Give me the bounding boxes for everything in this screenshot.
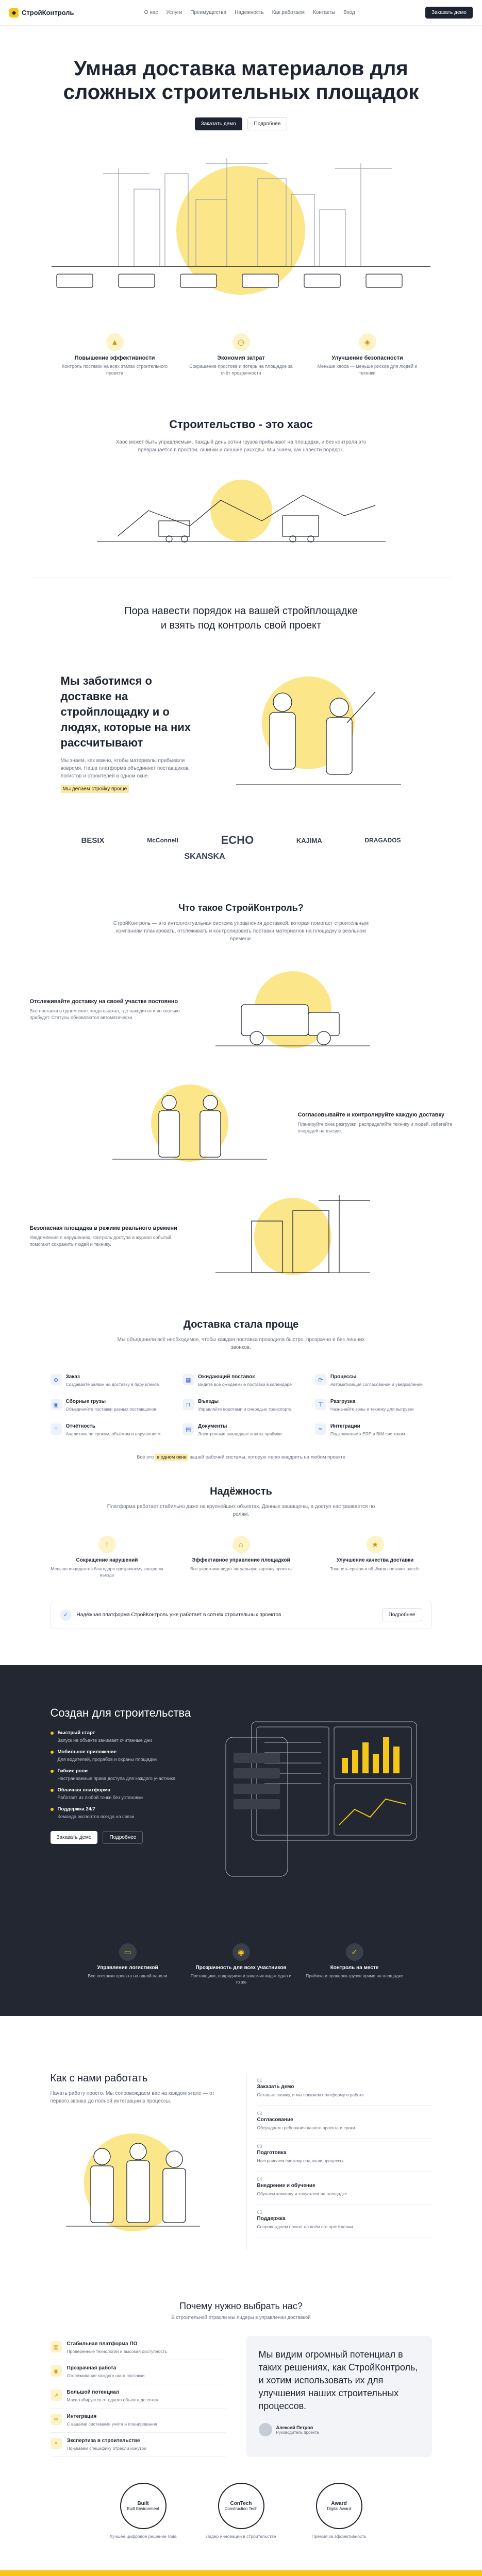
steps-list xyxy=(246,2073,432,2249)
feature-item xyxy=(187,333,295,377)
feature-desc: Контроль поставок на всех этапах строительного проекта xyxy=(61,364,168,376)
how-text: Начать работу просто. Мы сопровождаем вас на каждом этапе — от первого звонка до полной интеграции в процессы. xyxy=(50,2091,215,2104)
reliability-text: Платформа работает стабильно даже на крупнейших объектах. Данные защищены, а доступ настраивается по ролям. xyxy=(107,1504,375,1517)
why-item: ▥ Стабильная платформа ПО Проверенные технологии и высокая доступность xyxy=(51,2336,226,2360)
feature-item xyxy=(61,333,169,377)
service-desc: Видите все ожидаемые поставки в календаре xyxy=(198,1382,292,1387)
note-mark: в одном окне xyxy=(155,1454,188,1461)
how-we-work-section xyxy=(30,2016,453,2280)
dark-more-button[interactable]: Подробнее xyxy=(103,1831,143,1844)
story-desc: Уведомления о нарушениях, контроль доступа и журнал событий помогают сохранить людей и технику. xyxy=(29,1235,172,1247)
link-icon: ∞ xyxy=(315,1423,326,1435)
services-note xyxy=(30,1454,453,1460)
document-icon: ▤ xyxy=(182,1423,194,1435)
helmet-icon: ◓ xyxy=(51,2438,62,2449)
why-us-section xyxy=(30,2280,453,2326)
dark-title: Создан для строительства xyxy=(50,1706,191,1719)
why-title: Почему нужно выбрать нас? xyxy=(179,2301,303,2311)
service-desc: Создавайте заявки на доставку в пару кликов xyxy=(65,1382,159,1387)
service-desc: Управляйте воротами и очередью транспорта xyxy=(198,1406,292,1412)
service-title: Интеграции xyxy=(330,1423,360,1429)
partner-logo: KAJIMA xyxy=(296,836,322,844)
service-title: Въезды xyxy=(198,1399,219,1404)
dark-feature-title: Прозрачность для всех участников xyxy=(195,1965,287,1971)
gate-icon: ⊓ xyxy=(182,1399,194,1410)
simple-section xyxy=(30,1293,453,1362)
why-item: ↗ Большой потенциал Масштабируется от одного объекта до сотен xyxy=(51,2384,226,2409)
story-desc: Все поставки в одном окне: когда выехал, где находится и во сколько прибудет. Статусы обновляются автоматически. xyxy=(29,1008,180,1020)
service-desc: Подключение к ERP и BIM системам xyxy=(330,1431,405,1436)
reliability-item-desc: Меньше инцидентов благодаря прозрачному контролю въезда xyxy=(51,1566,163,1578)
link-icon: ∞ xyxy=(51,2414,62,2425)
eye-icon: ◉ xyxy=(51,2365,62,2377)
calendar-icon: ▦ xyxy=(182,1374,194,1385)
server-icon: ▥ xyxy=(51,2341,62,2352)
feature-item xyxy=(313,333,422,377)
built-for-construction-section xyxy=(0,1665,482,2016)
reliability-item xyxy=(51,1536,164,1578)
dark-feature-title: Контроль на месте xyxy=(330,1965,379,1971)
hero-section xyxy=(0,26,482,323)
partner-logo: DRAGADOS xyxy=(364,837,401,844)
step-item: 03 Подготовка Настраиваем систему под ваши процессы xyxy=(257,2139,432,2172)
dark-feature xyxy=(76,1943,179,1985)
dark-list-item: Быстрый старт Запуск на объекте занимает считанные дни xyxy=(51,1730,200,1743)
why-list xyxy=(51,2336,226,2457)
dashboard-mockup xyxy=(221,1706,432,1923)
control-line2: и взять под контроль свой проект xyxy=(160,620,322,631)
control-section xyxy=(30,604,453,648)
service-desc: Автоматизация согласований и уведомлений xyxy=(330,1382,423,1387)
site-illustration xyxy=(205,1185,380,1288)
cta-section xyxy=(0,2570,482,2576)
nav-item-how[interactable]: Как работаем xyxy=(272,10,305,15)
dark-feature-desc: Приёмка и проверка грузов прямо на площадке xyxy=(306,1973,403,1978)
chaos-illustration xyxy=(87,464,396,547)
hero-more-button[interactable]: Подробнее xyxy=(247,117,288,130)
service-title: Документы xyxy=(198,1423,227,1429)
reliability-row xyxy=(30,1523,453,1590)
growth-icon: ↗ xyxy=(51,2389,62,2401)
how-title: Как с нами работать xyxy=(50,2073,148,2084)
award-badge: Award Digital Award Премия за эффективность xyxy=(301,2483,378,2539)
why-row xyxy=(30,2326,453,2467)
nav-item-login[interactable]: Вход xyxy=(343,10,355,15)
dark-feature xyxy=(303,1943,406,1985)
partner-logo: ECHO xyxy=(221,834,254,846)
truck-illustration xyxy=(205,958,380,1061)
reliability-item-title: Эффективное управление площадкой xyxy=(192,1557,290,1563)
site-header xyxy=(0,0,482,26)
dark-demo-button[interactable]: Заказать демо xyxy=(51,1831,98,1844)
service-title: Ожидающий поставок xyxy=(198,1374,255,1380)
hero-title-line1: Умная доставка материалов для xyxy=(74,57,408,80)
reliability-item-title: Сокращение нарушений xyxy=(76,1557,138,1563)
dark-list-item: Облачная платформа Работает из любой точки без установки xyxy=(51,1787,200,1801)
chart-icon: ▲ xyxy=(106,333,124,351)
service-title: Заказ xyxy=(65,1374,80,1380)
award-badge: ConTech Construction Tech Лидер инноваций в строительстве xyxy=(203,2483,280,2539)
service-title: Сборные грузы xyxy=(65,1399,106,1404)
partners-logos-row2 xyxy=(30,852,453,872)
nav-item-services[interactable]: Услуги xyxy=(166,10,182,15)
dark-list-item: Гибкие роли Настраиваемые права доступа для каждого участника xyxy=(51,1768,200,1782)
why-item: ◉ Прозрачная работа Отслеживание каждого шага поставки xyxy=(51,2360,226,2384)
banner-text: Надёжная платформа СтройКонтроль уже работает в сотнях строительных проектов xyxy=(76,1612,281,1618)
service-item xyxy=(51,1374,168,1387)
nav-item-advantages[interactable]: Преимущества xyxy=(190,10,227,15)
feature-title: Улучшение безопасности xyxy=(331,355,403,361)
check-icon: ✓ xyxy=(346,1943,363,1961)
main-nav xyxy=(144,10,355,15)
service-item xyxy=(51,1399,168,1412)
warning-icon: ! xyxy=(98,1536,116,1553)
feature-desc: Меньше хаоса — меньше рисков для людей и техники xyxy=(317,364,418,376)
story-desc: Планируйте окна разгрузки, распределяйте технику и людей, избегайте очередей на въезде. xyxy=(297,1122,453,1133)
why-item: ∞ Интеграция С вашими системами учёта и планирования xyxy=(51,2409,226,2433)
logo[interactable] xyxy=(9,8,74,18)
about-title: Что такое СтройКонтроль? xyxy=(178,903,304,913)
service-title: Процессы xyxy=(330,1374,357,1380)
why-subtitle: В строительной отрасли мы лидеры в управлении доставкой xyxy=(171,2315,311,2320)
trust-banner xyxy=(51,1601,432,1629)
service-desc: Электронные накладные и акты приёмки xyxy=(198,1431,282,1436)
service-desc: Аналитика по срокам, объёмам и нарушениям xyxy=(65,1431,161,1436)
care-section xyxy=(30,648,453,818)
story-title: Согласовывайте и контролируйте каждую доставку xyxy=(297,1112,445,1118)
dark-list-item: Поддержка 24/7 Команда экспертов всегда на связи xyxy=(51,1806,200,1820)
site-icon: ⌂ xyxy=(232,1536,250,1553)
story-row xyxy=(30,1066,453,1180)
reliability-section xyxy=(30,1460,453,1523)
awards-row xyxy=(30,2467,453,2570)
story-title: Отслеживайте доставку на своей участке постоянно xyxy=(29,998,178,1005)
story-row xyxy=(30,953,453,1066)
partners-logos xyxy=(30,818,453,852)
service-item xyxy=(315,1399,432,1412)
service-item xyxy=(182,1423,300,1437)
banner-more-button[interactable]: Подробнее xyxy=(382,1608,422,1621)
care-highlight: Мы делаем стройку проще xyxy=(61,785,129,793)
testimonial-position: Руководитель проекта xyxy=(276,2430,319,2435)
award-badge: Built Built Environment Лучшее цифровое решение года xyxy=(105,2483,182,2539)
service-item xyxy=(51,1423,168,1437)
logo-text: СтройКонтроль xyxy=(22,9,74,16)
nav-item-reliability[interactable]: Надежность xyxy=(235,10,264,15)
partner-logo: BESIX xyxy=(81,836,105,845)
about-section xyxy=(30,872,453,953)
nav-item-contacts[interactable]: Контакты xyxy=(312,10,336,15)
box-icon: ▣ xyxy=(51,1399,62,1410)
dark-feature-desc: Все поставки проекта на одной панели xyxy=(88,1973,168,1978)
step-item: 01 Заказать демо Оставьте заявку, и мы покажем платформу в работе xyxy=(257,2073,432,2106)
reliability-title: Надёжность xyxy=(210,1486,272,1497)
testimonial-name: Алексей Петров xyxy=(276,2425,313,2430)
dark-feature-list xyxy=(51,1730,200,1820)
avatar xyxy=(259,2423,272,2436)
cart-icon: ⊕ xyxy=(51,1374,62,1385)
dark-feature-title: Управление логистикой xyxy=(97,1965,158,1971)
step-item: 04 Внедрение и обучение Обучаем команду и запускаем на площадке xyxy=(257,2172,432,2205)
simple-title: Доставка стала проще xyxy=(183,1319,299,1330)
story-title: Безопасная площадка в режиме реального времени xyxy=(29,1225,177,1231)
feature-title: Повышение эффективности xyxy=(74,355,155,361)
note-suffix: вашей рабочей системы, которую легко внедрить на любом проекте xyxy=(189,1454,345,1460)
eye-icon: ◉ xyxy=(232,1943,250,1961)
service-item xyxy=(182,1374,300,1387)
logo-icon: ◆ xyxy=(9,8,19,18)
feature-title: Экономия затрат xyxy=(217,355,265,361)
services-grid xyxy=(30,1362,453,1449)
care-text: Мы знаем, как важно, чтобы материалы прибывали вовремя. Наша платформа объединяет поставщиков, логистов и строителей в одном окне. xyxy=(60,758,190,779)
control-line1: Пора навести порядок на вашей стройплощадке xyxy=(124,605,358,617)
features-row xyxy=(30,323,453,387)
clock-icon: ◷ xyxy=(232,333,250,351)
feature-desc: Сокращение простоев и потерь на площадке за счёт прозрачности xyxy=(189,364,293,376)
reliability-item-desc: Все участники видят актуальную картину проекта xyxy=(190,1566,292,1571)
control-title xyxy=(30,604,453,633)
about-text: СтройКонтроль — это интеллектуальная система управления доставкой, которая помогает строительным компаниям планировать, отслеживать и контролировать поставки материалов на площадку в реальном времени. xyxy=(113,921,369,942)
hero-illustration xyxy=(0,143,482,313)
quality-icon: ★ xyxy=(367,1536,384,1553)
report-icon: ≡ xyxy=(51,1423,62,1435)
step-item: 05 Поддержка Сопровождаем проект на всём его протяжении xyxy=(257,2205,432,2238)
dark-feature-desc: Поставщики, подрядчики и заказчик видят одно и то же xyxy=(190,1973,292,1985)
service-item xyxy=(315,1374,432,1387)
shield-icon: ◈ xyxy=(359,333,376,351)
why-item: ◓ Экспертиза в строительстве Понимаем специфику отрасли изнутри xyxy=(51,2433,226,2457)
truck-icon: ▭ xyxy=(119,1943,137,1961)
partner-logo: SKANSKA xyxy=(184,852,225,861)
care-title: Мы заботимся о доставке на стройплощадку и о людях, которые на них рассчитывают xyxy=(60,674,191,749)
note-prefix: Всё это xyxy=(137,1454,154,1460)
service-title: Отчётность xyxy=(65,1423,96,1429)
team-illustration xyxy=(51,2115,215,2249)
story-row xyxy=(30,1180,453,1293)
testimonial-card xyxy=(246,2336,432,2457)
reliability-item xyxy=(185,1536,298,1578)
header-demo-button[interactable]: Заказать демо xyxy=(425,7,473,19)
hero-demo-button[interactable]: Заказать демо xyxy=(195,117,242,130)
care-illustration xyxy=(205,661,422,805)
dark-list-item: Мобильное приложение Для водителей, прорабов и охраны площадки xyxy=(51,1749,200,1762)
dark-features-row xyxy=(30,1923,453,1985)
hero-title xyxy=(0,57,482,104)
workers-illustration xyxy=(102,1072,277,1175)
testimonial-text: Мы видим огромный потенциал в таких решениях, как СтройКонтроль, и хотим использовать их для улучшения наших строительных процессов. xyxy=(258,2349,418,2411)
reliability-item-desc: Точность сроков и объёмов поставок растёт xyxy=(330,1566,420,1571)
chaos-section xyxy=(30,387,453,552)
dark-feature xyxy=(190,1943,293,1985)
chaos-text: Хаос может быть управляемым. Каждый день сотни грузов прибывают на площадки, и без контроля это превращается в простои, ошибки и лишние расходы. Мы знаем, как навести порядок. xyxy=(115,439,367,453)
simple-text: Мы объединили всё необходимое, чтобы каждая поставка проходила быстро, прозрачно и без лишних звонков. xyxy=(117,1337,365,1350)
chaos-title: Строительство - это хаос xyxy=(169,418,313,431)
step-item: 02 Согласование Обсуждаем требования вашего проекта и сроки xyxy=(257,2106,432,2139)
crane-icon: ⊤ xyxy=(315,1399,326,1410)
hero-title-line2: сложных строительных площадок xyxy=(63,81,419,104)
service-item xyxy=(182,1399,300,1412)
service-item xyxy=(315,1423,432,1437)
service-title: Разгрузка xyxy=(330,1399,356,1404)
service-desc: Назначайте зоны и технику для выгрузки xyxy=(330,1406,414,1412)
process-icon: ⟳ xyxy=(315,1374,326,1385)
reliability-item-title: Улучшение качества доставки xyxy=(336,1557,414,1563)
shield-icon: ✓ xyxy=(60,1609,72,1621)
nav-item-about[interactable]: О нас xyxy=(144,10,158,15)
partner-logo: McConnell xyxy=(147,837,178,844)
service-desc: Объединяйте поставки разных поставщиков xyxy=(65,1406,156,1412)
reliability-item xyxy=(319,1536,432,1578)
